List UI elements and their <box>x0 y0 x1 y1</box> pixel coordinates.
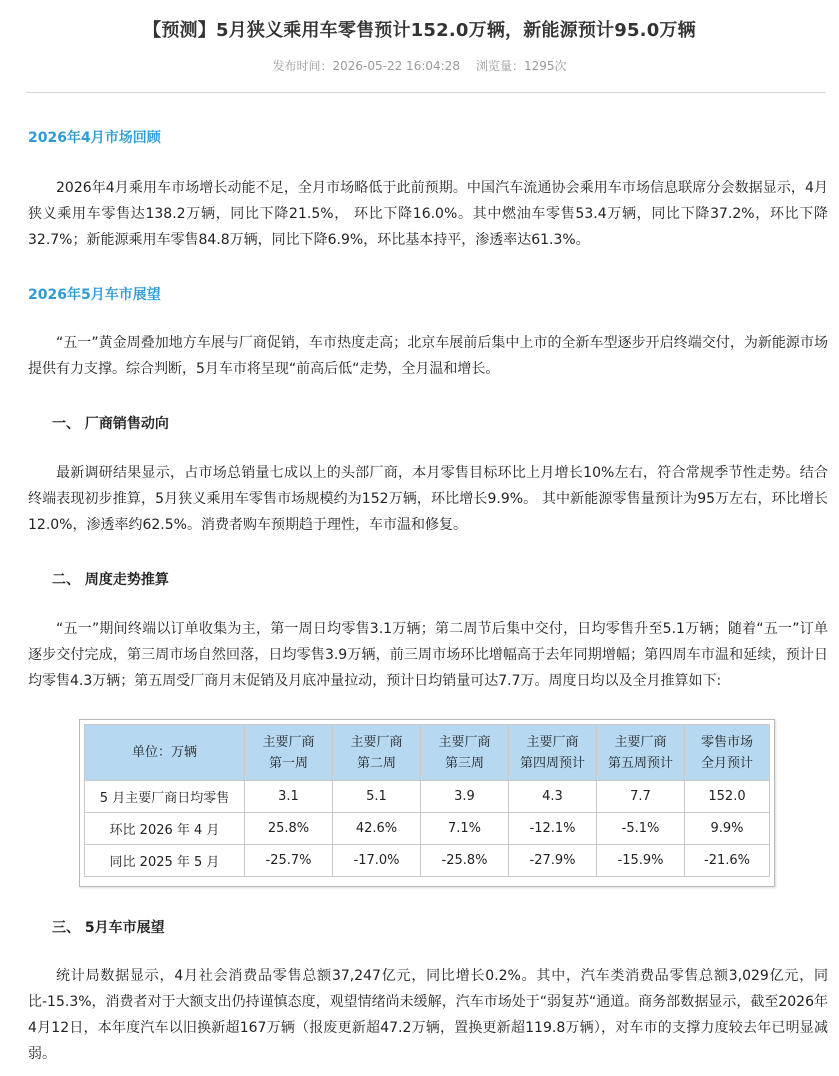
publish-time: 发布时间：2026-05-22 16:04:28 <box>272 59 460 73</box>
table-cell: 42.6% <box>333 813 421 845</box>
table-row-label: 5 月主要厂商日均零售 <box>85 781 245 813</box>
table-header-unit: 单位：万辆 <box>85 725 245 781</box>
table-row <box>85 813 770 845</box>
table-header-week5: 主要厂商 第五周预计 <box>597 725 685 781</box>
table-header-week3: 主要厂商 第三周 <box>421 725 509 781</box>
article-meta <box>0 57 839 74</box>
table-cell: 7.1% <box>421 813 509 845</box>
table-cell: -5.1% <box>597 813 685 845</box>
table-header-row <box>85 725 770 781</box>
weekly-sales-table <box>84 724 770 877</box>
table-cell: 152.0 <box>685 781 770 813</box>
table-cell: 4.3 <box>509 781 597 813</box>
table-cell: -27.9% <box>509 845 597 877</box>
table-row-label: 同比 2025 年 5 月 <box>85 845 245 877</box>
table-cell: -12.1% <box>509 813 597 845</box>
table-header-week1: 主要厂商 第一周 <box>245 725 333 781</box>
paragraph-oem-sales: 最新调研结果显示，占市场总销量七成以上的头部厂商，本月零售目标环比上月增长10%左右，符合常规季节性走势。结合终端表现初步推算，5月狭义乘用车零售市场规模约为152万辆，环比增长9.9%。 其中新能源零售量预计为95万左右，环比增长12.0%，渗透率约62.5%。消费者购车预期趋于理性，车市温和修复。 <box>28 465 828 533</box>
table-cell: -15.9% <box>597 845 685 877</box>
table-row <box>85 781 770 813</box>
paragraph-may-outlook: “五一”黄金周叠加地方车展与厂商促销，车市热度走高；北京车展前后集中上市的全新车型逐步开启终端交付，为新能源市场提供有力支撑。综合判断，5月车市将呈现“前高后低“走势，全月温和增长。 <box>28 335 828 377</box>
table-cell: 3.1 <box>245 781 333 813</box>
table-cell: -17.0% <box>333 845 421 877</box>
section-heading-april-review: 2026年4月市场回顾 <box>28 130 161 146</box>
table-cell: 9.9% <box>685 813 770 845</box>
table-row <box>85 845 770 877</box>
weekly-sales-table-frame <box>79 719 775 887</box>
table-cell: -25.8% <box>421 845 509 877</box>
table-cell: 25.8% <box>245 813 333 845</box>
table-cell: 3.9 <box>421 781 509 813</box>
table-header-week2: 主要厂商 第二周 <box>333 725 421 781</box>
table-cell: -25.7% <box>245 845 333 877</box>
table-header-week4: 主要厂商 第四周预计 <box>509 725 597 781</box>
paragraph-may-outlook-2: 统计局数据显示，4月社会消费品零售总额37,247亿元，同比增长0.2%。其中，汽车类消费品零售总额3,029亿元，同比-15.3%，消费者对于大额支出仍持谨慎态度，观望情绪尚未缓解，汽车市场处于“弱复苏“通道。商务部数据显示，截至2026年4月12日，本年度汽车以旧换新超167万辆（报废更新超47.2万辆，置换更新超119.8万辆），对车市的支撑力度较去年已明显减弱。 <box>28 968 828 1062</box>
title-divider <box>26 92 826 93</box>
table-row-label: 环比 2026 年 4 月 <box>85 813 245 845</box>
table-header-month: 零售市场 全月预计 <box>685 725 770 781</box>
paragraph-weekly-trend: “五一”期间终端以订单收集为主，第一周日均零售3.1万辆；第二周节后集中交付，日均零售升至5.1万辆；随着“五一”订单逐步交付完成，第三周市场自然回落，日均零售3.9万辆，前三周市场环比增幅高于去年同期增幅；第四周车市温和延续，预计日均零售4.3万辆；第五周受厂商月末促销及月底冲量拉动，预计日均销量可达7.7万。周度日均以及全月推算如下: <box>28 621 828 689</box>
table-cell: 7.7 <box>597 781 685 813</box>
section-heading-oem-sales: 一、 厂商销售动向 <box>52 416 169 432</box>
article-title: 【预测】5月狭义乘用车零售预计152.0万辆，新能源预计95.0万辆 <box>143 20 696 41</box>
paragraph-april-review: 2026年4月乘用车市场增长动能不足，全月市场略低于此前预期。中国汽车流通协会乘用车市场信息联席分会数据显示，4月狭义乘用车零售达138.2万辆，同比下降21.5%， 环比下降16.0%。其中燃油车零售53.4万辆，同比下降37.2%，环比下降32.7%；新能源乘用车零售84.8万辆，同比下降6.9%，环比基本持平，渗透率达61.3%。 <box>28 180 828 248</box>
view-count: 浏览量：1295次 <box>475 59 567 73</box>
section-heading-may-outlook: 2026年5月车市展望 <box>28 287 161 303</box>
table-cell: 5.1 <box>333 781 421 813</box>
section-heading-weekly-trend: 二、 周度走势推算 <box>52 572 169 588</box>
table-cell: -21.6% <box>685 845 770 877</box>
section-heading-may-outlook-2: 三、 5月车市展望 <box>52 920 165 936</box>
